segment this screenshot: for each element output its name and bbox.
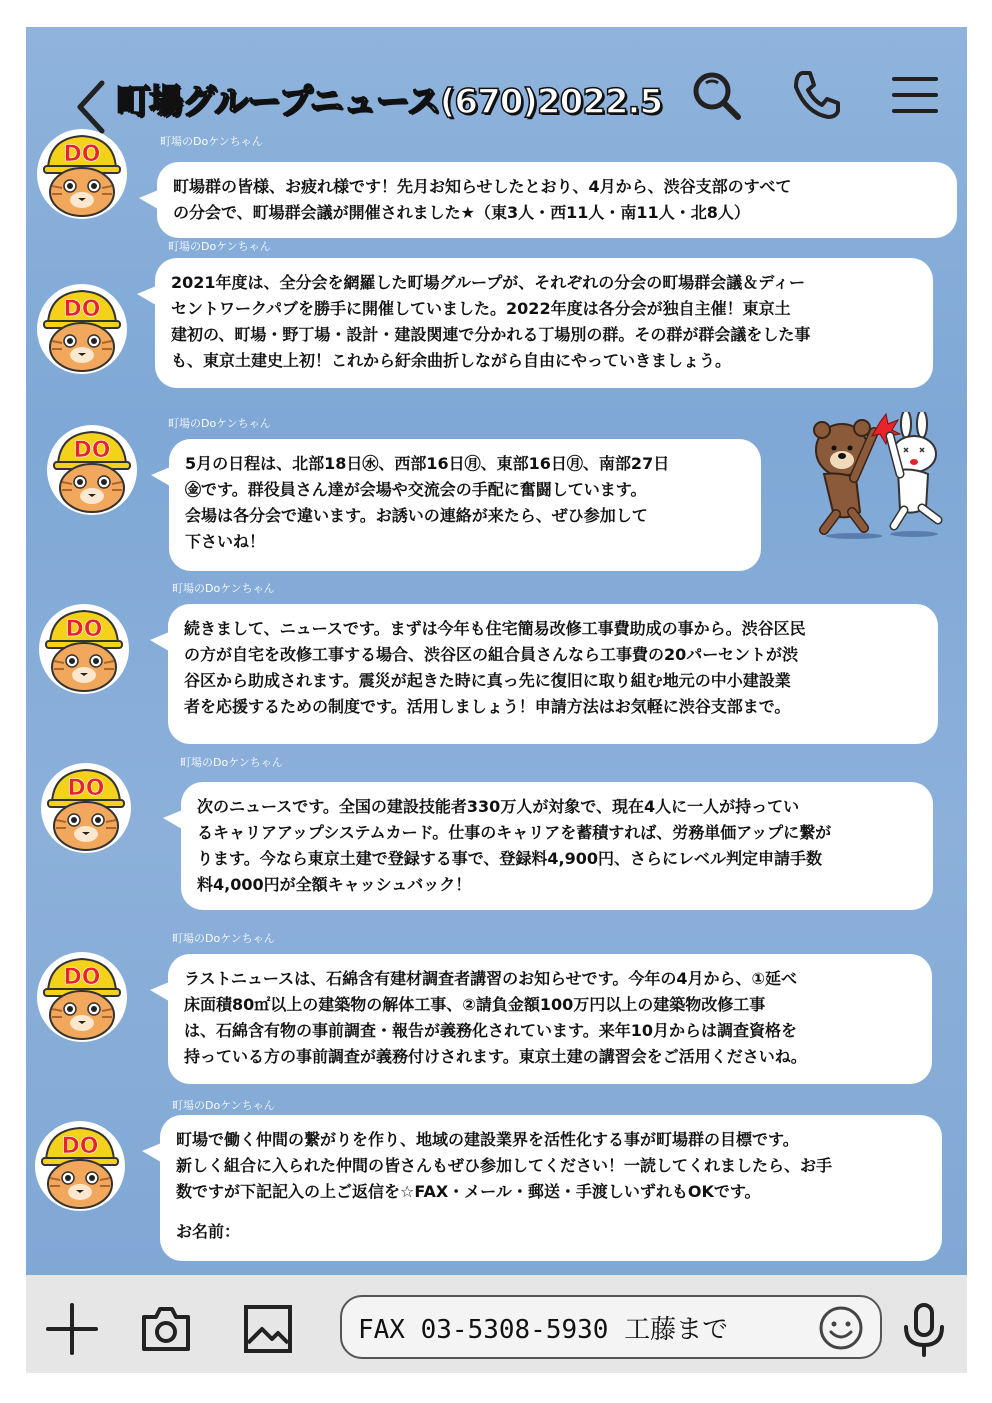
message-line: るキャリアアップシステムカード。仕事のキャリアを蓄積すれば、労務単価アップに繋が: [197, 823, 832, 842]
bubble-tail: [142, 1141, 166, 1165]
image-icon[interactable]: [240, 1301, 296, 1357]
message-line: 2021年度は、全分会を網羅した町場グループが、それぞれの分会の町場群会議＆ディー: [171, 273, 805, 292]
message-line: の分会で、町場群会議が開催されました★（東3人・西11人・南11人・北8人）: [173, 203, 750, 222]
message-line: ラストニュースは、石綿含有建材調査者講習のお知らせです。今年の4月から、①延べ: [184, 969, 798, 988]
bubble-tail: [150, 630, 174, 654]
message-line: の方が自宅を改修工事する場合、渋谷区の組合員さんなら工事費の20パーセントが渋: [184, 645, 798, 664]
message-line: も、東京土建史上初！これから紆余曲折しながら自由にやっていきましょう。: [171, 351, 732, 370]
message-line: 町場群の皆様、お疲れ様です！先月お知らせしたとおり、4月から、渋谷支部のすべて: [173, 177, 792, 196]
message-line: ㊎です。群役員さん達が会場や交流会の手配に奮闘しています。: [185, 480, 647, 499]
message-line: 会場は各分会で違います。お誘いの連絡が来たら、ぜひ参加して: [185, 506, 648, 525]
bubble-tail: [151, 465, 175, 489]
message-input-value: FAX 03-5308-5930 工藤まで: [358, 1315, 729, 1345]
bubble-tail: [139, 188, 163, 212]
bear-and-rabbit-high-five-icon: [794, 412, 954, 542]
svg-text:DO: DO: [61, 1134, 99, 1159]
bubble-tail: [150, 980, 174, 1004]
chat-input-bar: [26, 1275, 967, 1373]
message-line: セントワークパブを勝手に開催していました。2022年度は各分会が独自主催！東京土: [171, 299, 791, 318]
message-line: 下さいね！: [185, 532, 266, 551]
message-line: 次のニュースです。全国の建設技能者330万人が対象で、現在4人に一人が持ってい: [197, 797, 800, 816]
svg-text:DO: DO: [67, 776, 105, 801]
sender-name: 町場のDoケンちゃん: [180, 756, 283, 769]
search-icon[interactable]: [688, 67, 744, 123]
microphone-icon[interactable]: [896, 1301, 952, 1357]
camera-icon[interactable]: [138, 1301, 194, 1357]
message-line: [176, 1205, 926, 1219]
message-bubble: [168, 954, 932, 1084]
avatar[interactable]: [40, 762, 132, 854]
message-bubble: [157, 162, 957, 238]
message-line: 谷区から助成されます。震災が起きた時に真っ先に復旧に取り組む地元の中小建設業: [184, 671, 791, 690]
sender-name: 町場のDoケンちゃん: [172, 932, 275, 945]
chat-screen: [26, 27, 967, 1373]
message-bubble: [181, 782, 933, 910]
message-line: は、石綿含有物の事前調査・報告が義務化されています。来年10月からは調査資格を: [184, 1021, 797, 1040]
message-bubble: [169, 439, 761, 571]
message-input[interactable]: [340, 1295, 882, 1359]
svg-text:DO: DO: [63, 142, 101, 167]
avatar[interactable]: [36, 283, 128, 375]
message-line: 町場で働く仲間の繋がりを作り、地域の建設業界を活性化する事が町場群の目標です。: [176, 1130, 799, 1149]
svg-text:DO: DO: [73, 438, 111, 463]
sender-name: 町場のDoケンちゃん: [160, 135, 263, 148]
bubble-tail: [163, 808, 187, 832]
avatar[interactable]: [36, 951, 128, 1043]
message-line: ります。今なら東京土建で登録する事で、登録料4,900円、さらにレベル判定申請手数: [197, 849, 823, 868]
message-line: 新しく組合に入られた仲間の皆さんもぜひ参加してください！一読してくれましたら、お手: [176, 1156, 833, 1175]
avatar[interactable]: [34, 1120, 126, 1212]
message-line: 者を応援するための制度です。活用しましょう！申請方法はお気軽に渋谷支部まで。: [184, 697, 791, 716]
message-line: 建初の、町場・野丁場・設計・建設関連で分かれる丁場別の群。その群が群会議をした事: [171, 325, 811, 344]
bubble-tail: [137, 284, 161, 308]
message-bubble: [160, 1115, 942, 1261]
message-bubble: [155, 258, 933, 388]
phone-icon[interactable]: [788, 67, 844, 123]
avatar[interactable]: [46, 424, 138, 516]
message-line: お名前：: [176, 1222, 241, 1241]
message-line: 持っている方の事前調査が義務付けされます。東京土建の講習会をご活用くださいね。: [184, 1047, 807, 1066]
smiley-icon[interactable]: [818, 1305, 864, 1351]
svg-text:DO: DO: [65, 617, 103, 642]
avatar[interactable]: [36, 128, 128, 220]
sender-name: 町場のDoケンちゃん: [172, 1099, 275, 1112]
sender-name: 町場のDoケンちゃん: [168, 240, 271, 253]
message-line: 床面積80㎡以上の建築物の解体工事、②請負金額100万円以上の建築物改修工事: [184, 995, 766, 1014]
svg-text:DO: DO: [63, 297, 101, 322]
message-line: 料4,000円が全額キャッシュバック！: [197, 875, 472, 894]
message-line: 5月の日程は、北部18日㊌、西部16日㊊、東部16日㊊、南部27日: [185, 454, 670, 473]
message-line: 続きまして、ニュースです。まずは今年も住宅簡易改修工事費助成の事から。渋谷区民: [184, 619, 806, 638]
plus-icon[interactable]: [44, 1301, 100, 1357]
message-bubble: [168, 604, 938, 744]
chat-title: 町場グループニュース(670)2022.5: [116, 82, 663, 122]
message-line: 数ですが下記記入の上ご返信を☆FAX・メール・郵送・手渡しいずれもOKです。: [176, 1182, 761, 1201]
svg-text:DO: DO: [63, 965, 101, 990]
menu-icon[interactable]: [888, 67, 944, 123]
sender-name: 町場のDoケンちゃん: [172, 582, 275, 595]
avatar[interactable]: [38, 603, 130, 695]
sender-name: 町場のDoケンちゃん: [168, 417, 271, 430]
